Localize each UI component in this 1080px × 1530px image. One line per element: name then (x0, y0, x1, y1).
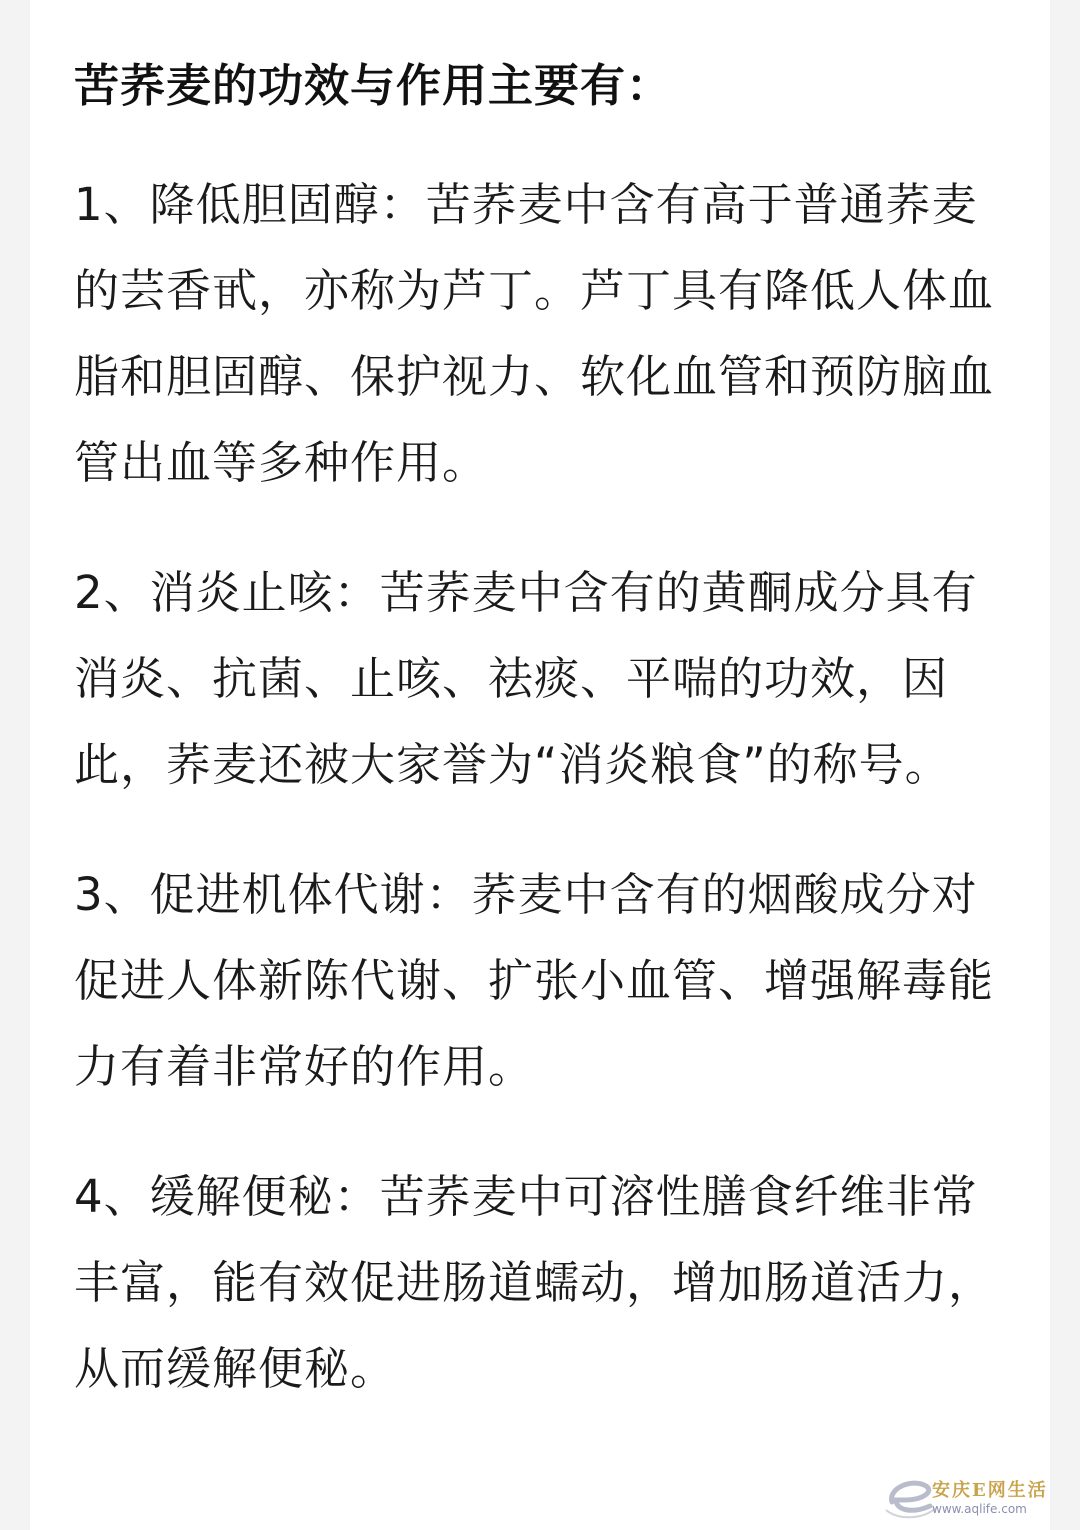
article-title: 苦荞麦的功效与作用主要有： (74, 59, 673, 112)
watermark-site-name: 安庆E网生活 (932, 1480, 1048, 1501)
site-watermark (882, 1470, 1072, 1526)
list-item-3: 3、促进机体代谢：荞麦中含有的烟酸成分对促进人体新陈代谢、扩张小血管、增强解毒能力有着非常好的作用。 (74, 868, 995, 1093)
list-item-4: 4、缓解便秘：苦荞麦中可溶性膳食纤维非常丰富，能有效促进肠道蠕动，增加肠道活力，从而缓解便秘。 (74, 1170, 995, 1395)
list-item-2: 2、消炎止咳：苦荞麦中含有的黄酮成分具有消炎、抗菌、止咳、祛痰、平喘的功效，因此，荞麦还被大家誉为“消炎粮食”的称号。 (74, 566, 978, 791)
e-logo-icon (882, 1472, 938, 1522)
watermark-url: www.aqlife.com (932, 1502, 1027, 1516)
article-card (30, 0, 1050, 1530)
list-item-1: 1、降低胆固醇：苦荞麦中含有高于普通荞麦的芸香甙，亦称为芦丁。芦丁具有降低人体血脂和胆固醇、保护视力、软化血管和预防脑血管出血等多种作用。 (74, 178, 995, 489)
